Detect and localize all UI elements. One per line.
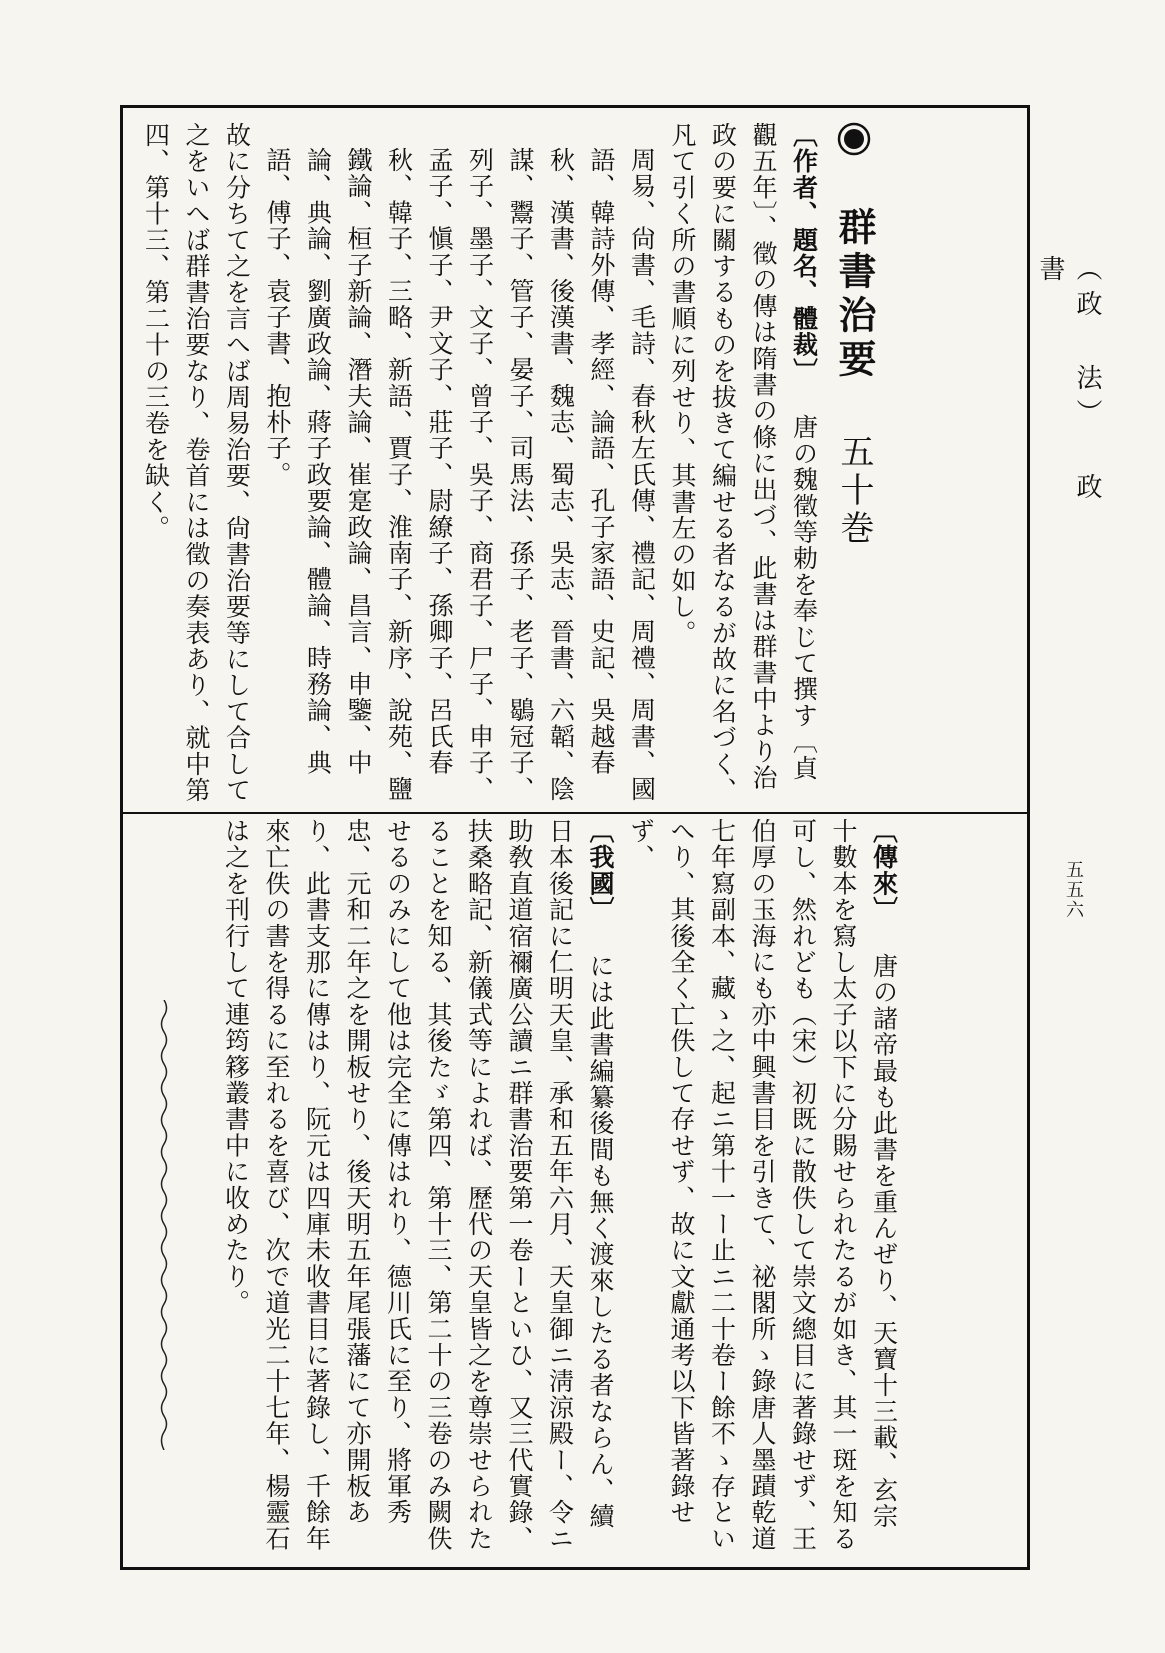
japan-tag: 〔我國〕 [586,818,615,923]
section-divider [120,812,1030,814]
upper-column [135,122,885,807]
lower-column [215,818,904,1553]
authorship-paragraph [662,122,824,807]
summary-paragraph: 故に分ちて之を言へば周易治要、尙書治要等にして合して之をいへば群書治要なり、卷首には徵の奏表あり、就中第四、第十三、第二十の三卷を缺く。 [141,122,252,804]
wavy-end-rule [158,1000,170,1450]
running-header: （政 法） 政 書 [1035,255,1102,508]
transmission-text: 唐の諸帝最も此書を重んぜり、天寶十三載、玄宗十數本を寫し太子以下に分賜せられたるが如き、其一斑を知る可し、然れども（宋）初既に散佚して崇文總目に著錄せず、王伯厚の玉海にも亦中興書目を引きて、祕閣所ゝ錄唐人墨蹟乾道七年寫副本、藏ゝ之、起ニ第十一ー止ニ二十卷ー餘不ゝ存といへり、其後全く亡佚して存せず、故に文獻通考以下皆著錄せず、 [626,818,899,1552]
japan-paragraph [215,818,620,1553]
japan-text: には此書編纂後間も無く渡來したる者ならん、續日本後記に仁明天皇、承和五年六月、天皇御ニ淸涼殿ー、令ニ助敎直道宿禰廣公讀ニ群書治要第一卷ーといひ、又三代實錄、扶桑略記、新儀式等によれば、歷代の天皇皆之を尊崇せられたることを知る、其後たゞ第四、第十三、第二十の三卷のみ闕佚せるのみにして他は完全に傳はれり、德川氏に至り、將軍秀忠、元和二年之を開板せり、後天明五年尾張藩にて亦開板あり、此書支那に傳はり、阮元は四庫未收書目に著錄し、千餘年來亡佚の書を得るに至れるを喜び、次で道光二十七年、楊靈石は之を刊行して連筠簃叢書中に收めたり。 [221,818,615,1552]
entry-title: 群書治要 [832,207,878,383]
entry-heading [824,122,886,807]
contents-list: 周易、尙書、毛詩、春秋左氏傳、禮記、周禮、周書、國語、韓詩外傳、孝經、論語、孔子家語、史記、吳越春秋、漢書、後漢書、魏志、蜀志、吳志、晉書、六韜、陰謀、鬻子、管子、晏子、司馬法、孫子、老子、鶡冠子、列子、墨子、文子、曾子、吳子、商君子、尸子、申子、孟子、愼子、尹文子、莊子、尉繚子、孫卿子、呂氏春秋、韓子、三略、新語、賈子、淮南子、新序、說苑、鹽鐵論、桓子新論、潛夫論、崔寔政論、昌言、申鑒、中論、典論、劉廣政論、蔣子政要論、體論、時務論、典語、傅子、袁子書、抱朴子。 [263,147,657,802]
page-number: 五五六 [1063,860,1084,920]
transmission-paragraph [620,818,904,1553]
entry-volumes: 五十巻 [834,434,875,548]
authorship-text: 唐の魏徵等勅を奉じて撰す〔貞觀五年〕、徵の傳は隋書の條に出づ、此書は群書中より治政の要に關するものを拔きて編せる者なるが故に名づく、凡て引く所の書順に列せり、其書左の如し。 [668,122,819,804]
upper-section [135,122,1015,807]
transmission-tag: 〔傳來〕 [869,818,899,923]
authorship-tag: 〔作者、題名、體裁〕 [789,122,819,384]
lower-section [215,818,1015,1553]
bullet-icon [837,122,871,156]
